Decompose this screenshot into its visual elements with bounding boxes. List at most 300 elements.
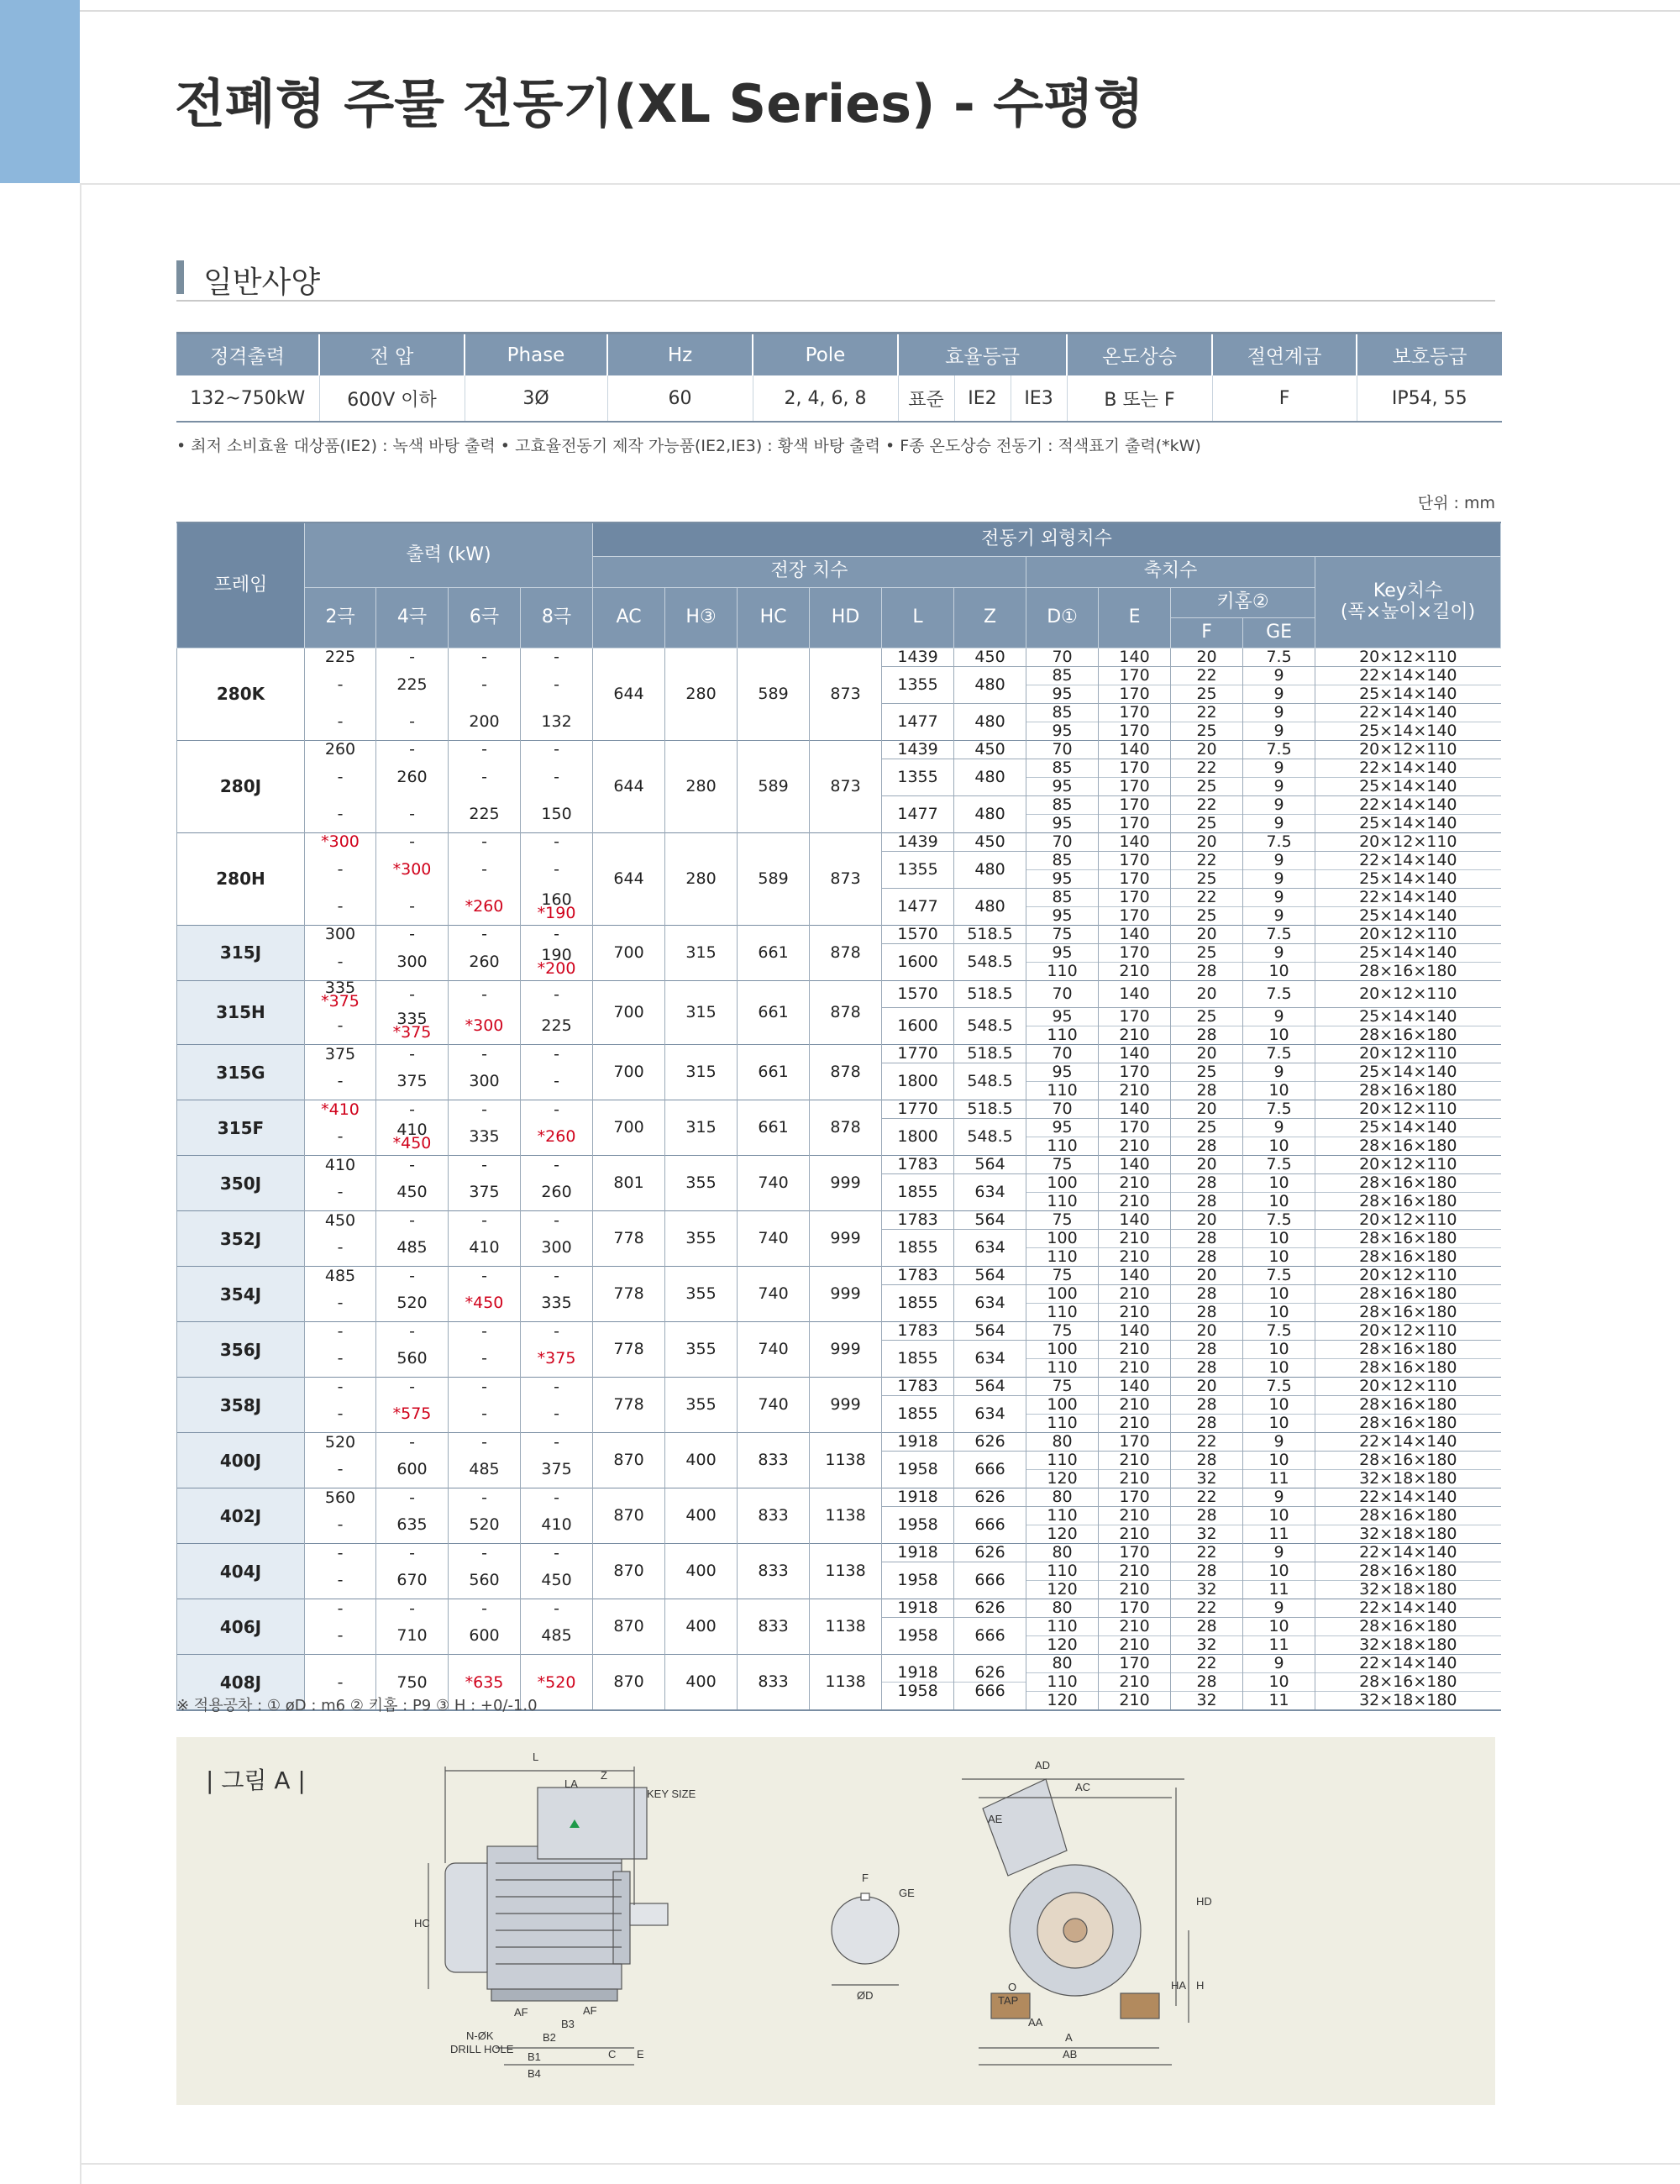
- output-value: *520: [537, 1672, 576, 1692]
- table-row: [177, 1599, 1501, 1618]
- head-d: D①: [1026, 587, 1099, 648]
- output-pole-2: [305, 1119, 376, 1156]
- dim-l: 1770: [882, 1045, 954, 1063]
- output-pole-4: [376, 1488, 449, 1507]
- dim-z: 548.5: [954, 1008, 1026, 1045]
- table-row: [177, 1156, 1501, 1174]
- output-pole-6: [449, 1211, 521, 1230]
- spec-note: • 최저 소비효율 대상품(IE2) : 녹색 바탕 출력 • 고효율전동기 제작 가능품(IE2,IE3) : 황색 바탕 출력 • F종 온도상승 전동기 : 적색표기 출력(*kW): [176, 437, 1201, 455]
- head-shaft: 축치수: [1026, 556, 1315, 587]
- dim-e-value: 210: [1119, 1192, 1150, 1210]
- dim-z: 564: [954, 1322, 1026, 1341]
- dim-ge-value: 9: [1273, 1488, 1284, 1506]
- dim-f: [1171, 1562, 1243, 1599]
- dim-ge-value: 9: [1243, 1008, 1315, 1026]
- output-value: -: [554, 1404, 559, 1424]
- output-value: -: [409, 740, 415, 759]
- output-value: 300: [541, 1238, 572, 1257]
- table-row: [177, 1378, 1501, 1396]
- output-value: *635: [465, 1672, 504, 1692]
- label-z: Z: [601, 1769, 607, 1782]
- dim-d-value: 95: [1052, 721, 1073, 740]
- dim-hd: 878: [810, 1045, 882, 1100]
- output-pole-2: [305, 1174, 376, 1211]
- table-row: [177, 1211, 1501, 1230]
- head-output: 출력 (kW): [305, 522, 593, 587]
- top-border: [0, 0, 1680, 12]
- dim-f-value: 25: [1196, 813, 1217, 832]
- dim-key-value: 32×18×180: [1359, 1525, 1457, 1543]
- dim-d-value: 85: [1026, 852, 1098, 870]
- output-pole-8: [521, 1433, 593, 1452]
- dim-f-value: 28: [1171, 1230, 1242, 1248]
- dim-e: [1099, 1655, 1171, 1711]
- dim-d-value: 110: [1047, 1358, 1078, 1377]
- output-value: 450: [541, 1571, 572, 1590]
- output-pole-2: [305, 1488, 376, 1507]
- motor-drawing: [176, 1737, 1495, 2105]
- dim-e: [1099, 1618, 1171, 1655]
- dim-key-value: 20×12×110: [1359, 1377, 1457, 1395]
- dim-e-value: 170: [1099, 944, 1170, 963]
- dim-z: 634: [954, 1230, 1026, 1267]
- dim-ge-value: 10: [1268, 1026, 1289, 1044]
- output-value: 520: [469, 1515, 500, 1535]
- dim-ac: 778: [593, 1211, 665, 1267]
- dim-hd: 873: [810, 740, 882, 832]
- spec-hz: 60: [607, 375, 753, 422]
- table-row: [177, 648, 1501, 666]
- dim-ge: [1243, 703, 1315, 740]
- spec-phase: 3Ø: [465, 375, 607, 422]
- dim-e-value: 210: [1119, 1691, 1150, 1709]
- dim-e: [1099, 1599, 1171, 1618]
- dim-e: [1099, 1230, 1171, 1267]
- output-pole-4: [376, 1100, 449, 1119]
- dim-e-value: 170: [1099, 759, 1170, 778]
- dim-d-value: 110: [1026, 1673, 1098, 1692]
- dim-f-value: 20: [1196, 1377, 1217, 1395]
- label-drill-2: DRILL HOLE: [450, 2043, 514, 2055]
- output-pole-8: [521, 1174, 593, 1211]
- dim-key-value: 20×12×110: [1359, 832, 1457, 851]
- dim-key: [1315, 1378, 1501, 1396]
- dim-l: 1477: [882, 795, 954, 832]
- dim-e: [1099, 740, 1171, 759]
- table-row: [177, 1544, 1501, 1562]
- frame-name: 315F: [177, 1100, 305, 1156]
- dim-f-value: 28: [1171, 1618, 1242, 1636]
- output-value: 450: [324, 1210, 356, 1230]
- dim-z: 666: [954, 1507, 1026, 1544]
- dim-f: [1171, 1119, 1243, 1156]
- dim-key-value: 28×16×180: [1315, 1507, 1501, 1525]
- output-value: -: [481, 1349, 487, 1368]
- dim-key-value: 28×16×180: [1359, 1137, 1457, 1155]
- dim-f-value: 25: [1171, 1063, 1242, 1082]
- dim-ge-value: 7.5: [1266, 1321, 1292, 1340]
- dim-hc: 740: [738, 1156, 810, 1211]
- output-pole-6: [449, 1544, 521, 1562]
- output-value: *260: [465, 896, 504, 916]
- dim-key-value: 20×12×110: [1359, 1210, 1457, 1229]
- dim-e: [1099, 1452, 1171, 1488]
- output-value: -: [409, 1377, 415, 1396]
- dim-key-value: 28×16×180: [1315, 1673, 1501, 1692]
- output-pole-4: [376, 1322, 449, 1341]
- dim-ge: [1243, 1211, 1315, 1230]
- figure-label: | 그림 A |: [206, 1767, 306, 1794]
- output-value: 375: [324, 1044, 356, 1063]
- output-pole-8: [521, 1396, 593, 1433]
- dim-key-value: 28×16×180: [1359, 1414, 1457, 1432]
- output-value: *575: [392, 1404, 432, 1424]
- dim-z: 564: [954, 1211, 1026, 1230]
- dim-key: [1315, 1433, 1501, 1452]
- dim-z: 480: [954, 703, 1026, 740]
- output-pole-4: [376, 795, 449, 832]
- dim-d: [1026, 1285, 1099, 1322]
- dim-key-value: 22×14×140: [1315, 759, 1501, 778]
- dim-e: [1099, 1433, 1171, 1452]
- dim-hc: 661: [738, 980, 810, 1045]
- dim-e: [1099, 1562, 1171, 1599]
- dim-f: [1171, 759, 1243, 795]
- dim-d-value: 100: [1026, 1174, 1098, 1193]
- dim-z-value: 626: [954, 1664, 1026, 1683]
- dim-ge-value: 7.5: [1266, 648, 1292, 666]
- dim-f-value: 28: [1171, 1396, 1242, 1415]
- dim-f-value: 32: [1196, 1635, 1217, 1654]
- dim-z-value: 666: [974, 1682, 1005, 1700]
- dim-l: [882, 1655, 954, 1711]
- dim-d-value: 110: [1026, 1562, 1098, 1581]
- dim-key-value: 22×14×140: [1359, 1432, 1457, 1451]
- dim-f: [1171, 1322, 1243, 1341]
- dim-f-value: 25: [1171, 944, 1242, 963]
- output-pole-2: [305, 759, 376, 795]
- dim-e-value: 140: [1119, 832, 1150, 851]
- frame-name: 315H: [177, 980, 305, 1045]
- dim-ge: [1243, 1230, 1315, 1267]
- output-value: -: [409, 1210, 415, 1230]
- dim-l: 1918: [882, 1488, 954, 1507]
- output-pole-6: [449, 980, 521, 1008]
- dim-f-value: 20: [1196, 925, 1217, 943]
- dim-l: 1918: [882, 1599, 954, 1618]
- spec-table: [176, 332, 1502, 423]
- dim-key-value: 22×14×140: [1315, 704, 1501, 722]
- dim-ge-value: 9: [1273, 813, 1284, 832]
- dim-d-value: 80: [1052, 1543, 1073, 1562]
- dim-key-value: 28×16×180: [1359, 1192, 1457, 1210]
- dim-ge-value: 7.5: [1266, 1044, 1292, 1063]
- dim-d-value: 110: [1047, 1303, 1078, 1321]
- dim-hd: 999: [810, 1156, 882, 1211]
- dim-ge-value: 10: [1268, 961, 1289, 980]
- dim-ge-value: 9: [1243, 667, 1315, 685]
- dim-d: [1026, 888, 1099, 925]
- dim-l: 1855: [882, 1174, 954, 1211]
- dim-ac: 870: [593, 1433, 665, 1488]
- dim-z: 518.5: [954, 1100, 1026, 1119]
- dim-e-value: 140: [1119, 984, 1150, 1003]
- dim-ge-value: 9: [1273, 1543, 1284, 1562]
- dim-d-value: 95: [1026, 944, 1098, 963]
- output-pole-8: [521, 666, 593, 703]
- dim-d: [1026, 980, 1099, 1008]
- output-value: -: [481, 1488, 487, 1507]
- output-value: -: [337, 1072, 344, 1091]
- dim-ge-value: 10: [1243, 1230, 1315, 1248]
- dim-ac: 700: [593, 980, 665, 1045]
- dim-ge-value: 7.5: [1266, 1155, 1292, 1173]
- dim-f: [1171, 980, 1243, 1008]
- output-value: -: [409, 984, 415, 1004]
- dim-ge: [1243, 1285, 1315, 1322]
- dim-f-value: 28: [1171, 1174, 1242, 1193]
- output-pole-4: [376, 943, 449, 980]
- output-value: -: [481, 860, 487, 879]
- dim-key-value: 25×14×140: [1315, 1119, 1501, 1137]
- dim-f-value: 22: [1171, 852, 1242, 870]
- dim-d-value: 110: [1047, 1192, 1078, 1210]
- dim-z: 634: [954, 1174, 1026, 1211]
- dim-l: 1600: [882, 1008, 954, 1045]
- output-value: -: [481, 675, 487, 694]
- head-h: H③: [665, 587, 738, 648]
- output-pole-2: [305, 1378, 376, 1396]
- output-value: -: [337, 768, 344, 786]
- output-pole-2: [305, 795, 376, 832]
- dim-l: 1439: [882, 832, 954, 851]
- dim-e-value: 140: [1119, 1155, 1150, 1173]
- dim-e-value: 170: [1099, 1119, 1170, 1137]
- dim-d-value: 85: [1026, 796, 1098, 815]
- dim-f-value: 22: [1171, 796, 1242, 815]
- dim-key-value: 25×14×140: [1359, 906, 1457, 925]
- dim-ge-value: 9: [1243, 759, 1315, 778]
- output-pole-2: [305, 832, 376, 851]
- dim-z: 480: [954, 851, 1026, 888]
- dim-d-value: 110: [1026, 1507, 1098, 1525]
- dim-e: [1099, 1396, 1171, 1433]
- dim-h: 315: [665, 980, 738, 1045]
- output-value: -: [337, 1238, 344, 1257]
- dim-e-value: 210: [1099, 1230, 1170, 1248]
- frame-group: [177, 1211, 1501, 1267]
- output-pole-4: [376, 851, 449, 888]
- dim-d-value: 100: [1026, 1341, 1098, 1359]
- output-value: 410: [541, 1515, 572, 1535]
- dim-d: [1026, 1341, 1099, 1378]
- dim-z: 548.5: [954, 943, 1026, 980]
- dim-key-value: 28×16×180: [1359, 1081, 1457, 1100]
- dim-ge-value: 9: [1243, 1063, 1315, 1082]
- dim-l: 1355: [882, 851, 954, 888]
- dim-ge: [1243, 1599, 1315, 1618]
- output-value: 225: [541, 1016, 572, 1036]
- output-value: -: [337, 1460, 344, 1479]
- dim-key: [1315, 1045, 1501, 1063]
- table-row: [177, 980, 1501, 1008]
- dim-e-value: 140: [1119, 1044, 1150, 1063]
- dim-e-value: 210: [1119, 1414, 1150, 1432]
- output-value: 300: [324, 925, 356, 943]
- dim-e: [1099, 759, 1171, 795]
- dim-key-value: 28×16×180: [1315, 1230, 1501, 1248]
- footer-rule: [80, 2163, 1680, 2165]
- output-pole-2: [305, 1211, 376, 1230]
- output-pole-6: [449, 851, 521, 888]
- frame-group: [177, 1100, 1501, 1156]
- dim-key-value: 20×12×110: [1359, 1266, 1457, 1284]
- dim-key-value: 28×16×180: [1315, 1396, 1501, 1415]
- output-pole-4: [376, 666, 449, 703]
- dim-f-value: 32: [1196, 1525, 1217, 1543]
- dim-f: [1171, 648, 1243, 666]
- dim-ge-value: 10: [1268, 1137, 1289, 1155]
- frame-name: 356J: [177, 1322, 305, 1378]
- dim-hd: 999: [810, 1322, 882, 1378]
- dim-key-value: 28×16×180: [1359, 1358, 1457, 1377]
- dim-ge: [1243, 795, 1315, 832]
- dim-ge: [1243, 1655, 1315, 1711]
- dim-l: 1918: [882, 1544, 954, 1562]
- dim-f-value: 25: [1196, 906, 1217, 925]
- dim-key-value: 28×16×180: [1359, 1303, 1457, 1321]
- dim-h: 315: [665, 925, 738, 980]
- output-value: *200: [537, 958, 576, 978]
- dim-f-value: 25: [1196, 869, 1217, 888]
- label-key-size: KEY SIZE: [647, 1788, 696, 1800]
- output-value: -: [554, 1321, 559, 1341]
- frame-name: 402J: [177, 1488, 305, 1544]
- dim-ge-value: 9: [1273, 869, 1284, 888]
- dim-z: 564: [954, 1378, 1026, 1396]
- dim-d: [1026, 1618, 1099, 1655]
- output-value: 560: [469, 1571, 500, 1590]
- dim-h: 280: [665, 648, 738, 740]
- dim-d: [1026, 648, 1099, 666]
- dim-d-value: 100: [1026, 1230, 1098, 1248]
- output-value: 335: [541, 1294, 572, 1313]
- dim-hc: 740: [738, 1378, 810, 1433]
- label-l: L: [533, 1751, 539, 1763]
- label-aa: AA: [1028, 2016, 1043, 2029]
- dim-hc: 589: [738, 832, 810, 925]
- label-hc: HC: [414, 1917, 430, 1929]
- dim-key-value: 32×18×180: [1359, 1635, 1457, 1654]
- output-pole-8: [521, 759, 593, 795]
- dim-f: [1171, 1341, 1243, 1378]
- dim-ge-value: 10: [1268, 1358, 1289, 1377]
- dim-ge: [1243, 1045, 1315, 1063]
- output-value: -: [554, 984, 559, 1004]
- output-pole-2: [305, 666, 376, 703]
- dim-f-value: 28: [1196, 1026, 1217, 1044]
- dim-d-value: 120: [1047, 1525, 1078, 1543]
- dim-e: [1099, 1378, 1171, 1396]
- dim-ge: [1243, 1378, 1315, 1396]
- label-o: O: [1008, 1981, 1017, 1993]
- frame-group: [177, 1599, 1501, 1655]
- dim-f: [1171, 1507, 1243, 1544]
- table-row: [177, 925, 1501, 943]
- dim-ge-value: 7.5: [1266, 984, 1292, 1003]
- dim-f: [1171, 1618, 1243, 1655]
- spec-head-voltage: 전 압: [319, 333, 465, 376]
- dim-z: 626: [954, 1488, 1026, 1507]
- dim-e-value: 140: [1119, 1377, 1150, 1395]
- dim-l: 1800: [882, 1119, 954, 1156]
- output-pole-4: [376, 1507, 449, 1544]
- dim-ac: 778: [593, 1267, 665, 1322]
- dim-f-value: 22: [1171, 704, 1242, 722]
- dim-f-value: 28: [1196, 1358, 1217, 1377]
- output-pole-6: [449, 666, 521, 703]
- dim-ge-value: 10: [1243, 1618, 1315, 1636]
- dim-e-value: 170: [1119, 1432, 1150, 1451]
- dim-key: [1315, 1562, 1501, 1599]
- dim-f: [1171, 1045, 1243, 1063]
- dim-e: [1099, 888, 1171, 925]
- output-pole-8: [521, 1045, 593, 1063]
- dim-key: [1315, 1488, 1501, 1507]
- output-value: -: [481, 1210, 487, 1230]
- output-value: 710: [396, 1626, 428, 1646]
- dim-key-value: 25×14×140: [1315, 1008, 1501, 1026]
- dim-e-value: 170: [1119, 1543, 1150, 1562]
- dim-f: [1171, 1285, 1243, 1322]
- dim-d-value: 120: [1047, 1580, 1078, 1599]
- dim-f-value: 25: [1171, 1008, 1242, 1026]
- dim-ge-value: 9: [1243, 944, 1315, 963]
- dim-ac: 700: [593, 1100, 665, 1156]
- dim-h: 355: [665, 1378, 738, 1433]
- dim-ge-value: 10: [1268, 1247, 1289, 1266]
- dim-d: [1026, 1452, 1099, 1488]
- dim-d: [1026, 1599, 1099, 1618]
- dim-hd: 1138: [810, 1655, 882, 1711]
- dim-f-value: 25: [1196, 684, 1217, 703]
- dim-d: [1026, 1211, 1099, 1230]
- output-pole-6: [449, 1562, 521, 1599]
- dim-ge: [1243, 1008, 1315, 1045]
- table-row: [177, 1100, 1501, 1119]
- spec-head-phase: Phase: [465, 333, 607, 376]
- dim-hd: 873: [810, 832, 882, 925]
- dim-d-value: 110: [1047, 1137, 1078, 1155]
- output-pole-4: [376, 1267, 449, 1285]
- dim-l: 1918: [882, 1433, 954, 1452]
- output-pole-6: [449, 759, 521, 795]
- output-pole-4: [376, 1156, 449, 1174]
- output-pole-6: [449, 1156, 521, 1174]
- dim-key-value: 25×14×140: [1359, 684, 1457, 703]
- dim-z: 634: [954, 1285, 1026, 1322]
- dim-f: [1171, 1599, 1243, 1618]
- dim-key: [1315, 1599, 1501, 1618]
- dim-z: 518.5: [954, 1045, 1026, 1063]
- frame-name: 280H: [177, 832, 305, 925]
- dim-z: 564: [954, 1267, 1026, 1285]
- table-row: [177, 1267, 1501, 1285]
- frame-name: 400J: [177, 1433, 305, 1488]
- dim-d: [1026, 1045, 1099, 1063]
- dim-ge-value: 10: [1243, 1341, 1315, 1359]
- dim-key: [1315, 851, 1501, 888]
